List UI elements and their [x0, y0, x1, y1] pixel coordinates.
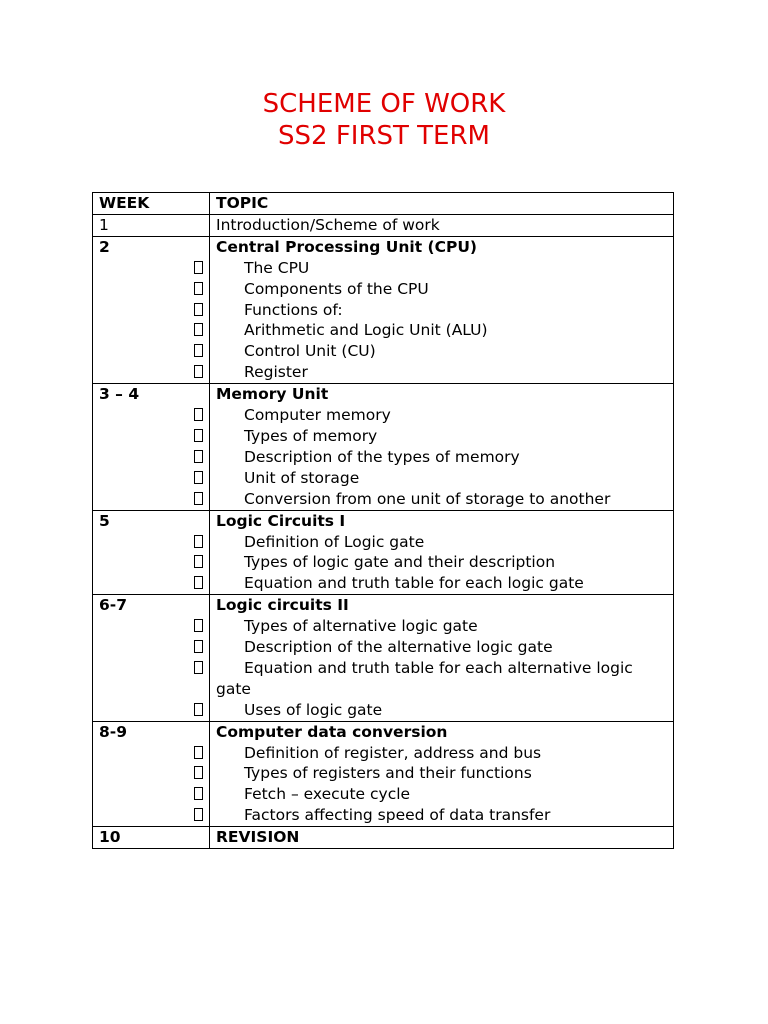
week-cell [93, 721, 210, 827]
table-row [93, 510, 674, 595]
topic-item: Equation and truth table for each alternative logic [244, 658, 633, 677]
topic-item: Fetch – execute cycle [244, 785, 411, 804]
topic-cell [210, 236, 674, 383]
topic-item: Equation and truth table for each logic gate [244, 574, 584, 593]
table-row [93, 236, 674, 383]
topic-item: Control Unit (CU) [244, 342, 376, 361]
table-row [93, 214, 674, 236]
topic-title: REVISION [216, 828, 300, 847]
topic-item: Uses of logic gate [244, 700, 383, 719]
week-label: 5 [99, 511, 110, 530]
topic-item: Unit of storage [244, 468, 360, 487]
week-cell [93, 214, 210, 236]
topic-item: Definition of register, address and bus [244, 743, 542, 762]
table-row [93, 384, 674, 510]
checkbox-placeholder-icon [194, 471, 203, 484]
bullet-box-icon [99, 552, 203, 573]
checkbox-placeholder-icon [194, 766, 203, 779]
topic-item: Functions of: [244, 300, 343, 319]
week-label: 8-9 [99, 722, 128, 741]
bullet-box-icon [99, 700, 203, 721]
bullet-box-icon [99, 573, 203, 594]
topic-item: gate [216, 679, 251, 698]
topic-cell [210, 510, 674, 595]
topic-item: The CPU [244, 258, 310, 277]
topic-cell [210, 721, 674, 827]
bullet-box-icon [99, 805, 203, 826]
topic-cell [210, 214, 674, 236]
checkbox-placeholder-icon [194, 808, 203, 821]
bullet-spacer [99, 679, 203, 700]
title-term: SS2 FIRST TERM [278, 121, 490, 151]
week-cell [93, 827, 210, 849]
topic-title: Logic Circuits I [216, 511, 346, 530]
bullet-box-icon [99, 616, 203, 637]
checkbox-placeholder-icon [194, 303, 203, 316]
topic-item: Conversion from one unit of storage to another [244, 489, 611, 508]
scheme-table-body [93, 193, 674, 849]
checkbox-placeholder-icon [194, 344, 203, 357]
table-row [93, 827, 674, 849]
topic-item: Types of registers and their functions [244, 764, 532, 783]
checkbox-placeholder-icon [194, 261, 203, 274]
column-header-topic: TOPIC [210, 193, 674, 215]
checkbox-placeholder-icon [194, 408, 203, 421]
topic-item: Arithmetic and Logic Unit (ALU) [244, 321, 488, 340]
week-label: 2 [99, 237, 110, 256]
topic-title: Introduction/Scheme of work [216, 215, 440, 234]
table-header-row [93, 193, 674, 215]
table-row [93, 721, 674, 827]
week-label: 3 – 4 [99, 385, 140, 404]
checkbox-placeholder-icon [194, 555, 203, 568]
checkbox-placeholder-icon [194, 746, 203, 759]
bullet-box-icon [99, 300, 203, 321]
checkbox-placeholder-icon [194, 365, 203, 378]
topic-item: Computer memory [244, 406, 391, 425]
bullet-box-icon [99, 362, 203, 383]
week-cell [93, 236, 210, 383]
table-row [93, 595, 674, 721]
document-title [0, 88, 768, 152]
topic-item: Types of logic gate and their description [244, 553, 556, 572]
topic-cell [210, 827, 674, 849]
week-label: 6-7 [99, 596, 128, 615]
week-cell [93, 595, 210, 721]
bullet-box-icon [99, 279, 203, 300]
topic-cell [210, 384, 674, 510]
topic-item: Components of the CPU [244, 279, 429, 298]
checkbox-placeholder-icon [194, 661, 203, 674]
bullet-box-icon [99, 763, 203, 784]
bullet-box-icon [99, 532, 203, 553]
bullet-box-icon [99, 658, 203, 679]
bullet-box-icon [99, 784, 203, 805]
checkbox-placeholder-icon [194, 619, 203, 632]
bullet-box-icon [99, 426, 203, 447]
topic-title: Memory Unit [216, 385, 329, 404]
bullet-box-icon [99, 489, 203, 510]
checkbox-placeholder-icon [194, 282, 203, 295]
checkbox-placeholder-icon [194, 576, 203, 589]
bullet-box-icon [99, 743, 203, 764]
bullet-box-icon [99, 468, 203, 489]
topic-item: Definition of Logic gate [244, 532, 425, 551]
checkbox-placeholder-icon [194, 787, 203, 800]
topic-item: Description of the alternative logic gate [244, 638, 553, 657]
title-scheme-of-work: SCHEME OF WORK [262, 89, 506, 119]
topic-item: Types of memory [244, 426, 378, 445]
topic-item: Description of the types of memory [244, 447, 520, 466]
topic-item: Register [244, 363, 308, 382]
checkbox-placeholder-icon [194, 703, 203, 716]
bullet-box-icon [99, 447, 203, 468]
bullet-box-icon [99, 258, 203, 279]
scheme-table [92, 192, 674, 849]
checkbox-placeholder-icon [194, 323, 203, 336]
topic-cell [210, 595, 674, 721]
bullet-box-icon [99, 341, 203, 362]
checkbox-placeholder-icon [194, 492, 203, 505]
week-cell [93, 510, 210, 595]
topic-title: Logic circuits II [216, 596, 349, 615]
week-label: 1 [99, 215, 109, 234]
bullet-box-icon [99, 405, 203, 426]
topic-title: Central Processing Unit (CPU) [216, 237, 478, 256]
week-cell [93, 384, 210, 510]
topic-item: Factors affecting speed of data transfer [244, 806, 551, 825]
bullet-box-icon [99, 320, 203, 341]
checkbox-placeholder-icon [194, 535, 203, 548]
topic-title: Computer data conversion [216, 722, 448, 741]
checkbox-placeholder-icon [194, 429, 203, 442]
topic-item: Types of alternative logic gate [244, 617, 478, 636]
checkbox-placeholder-icon [194, 640, 203, 653]
column-header-week: WEEK [93, 193, 210, 215]
week-label: 10 [99, 828, 121, 847]
checkbox-placeholder-icon [194, 450, 203, 463]
bullet-box-icon [99, 637, 203, 658]
